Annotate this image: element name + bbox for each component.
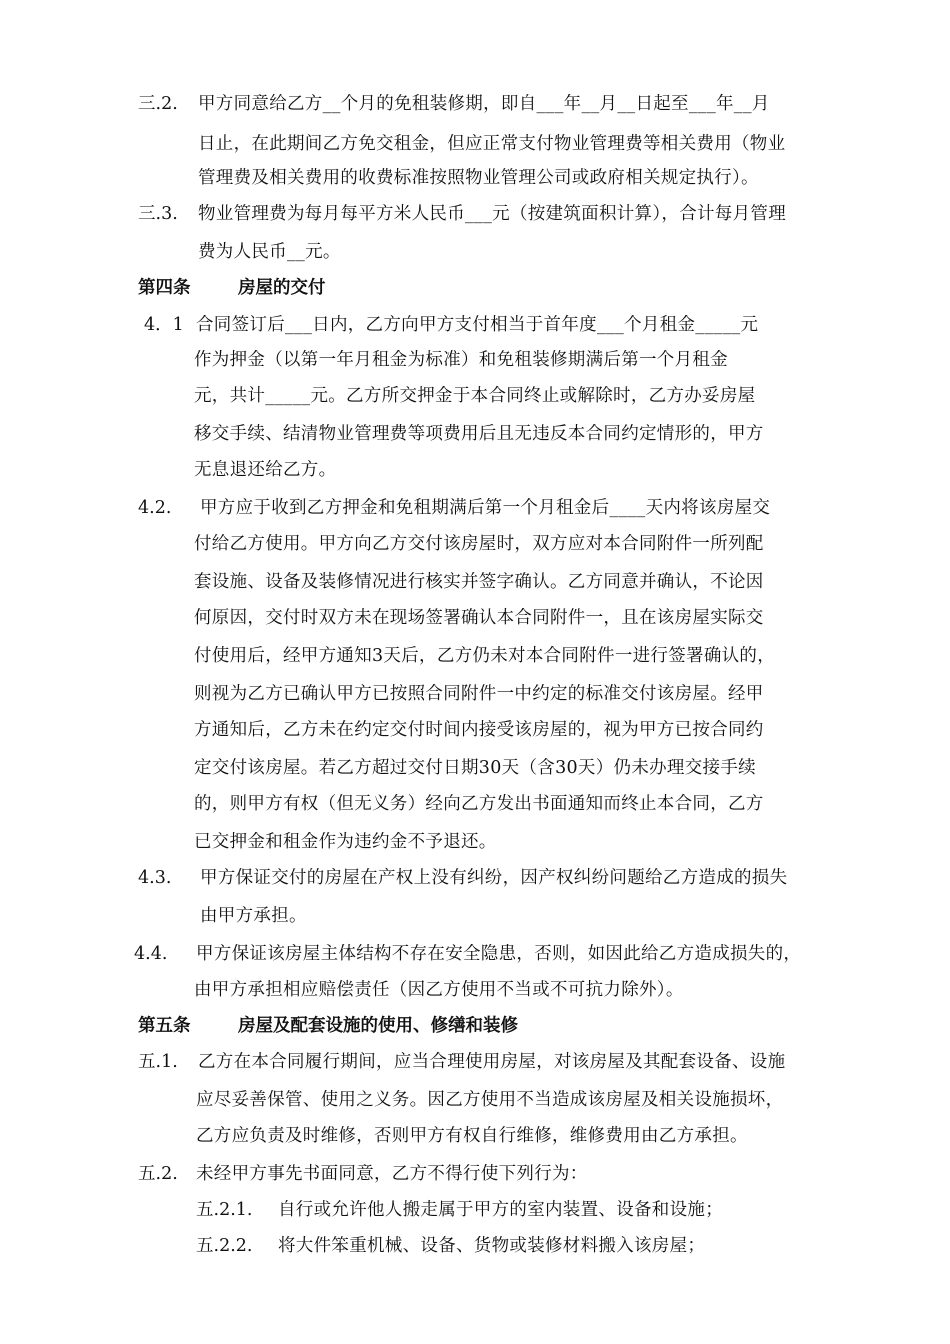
article-label: 第四条 (138, 278, 191, 298)
clause-text-line: 乙方在本合同履行期间，应当合理使用房屋，对该房屋及其配套设备、设施 (198, 1052, 786, 1072)
clause-text-line: 合同签订后___日内，乙方向甲方支付相当于首年度___个月租金_____元 (196, 315, 759, 335)
clause-number: 五.2. (138, 1164, 178, 1184)
clause-text-line: 付使用后，经甲方通知3天后，乙方仍未对本合同附件一进行签署确认的， (194, 646, 776, 666)
clause-text-line: 甲方保证该房屋主体结构不存在安全隐患，否则，如因此给乙方造成损失的， (196, 944, 802, 964)
clause-text-line: 未经甲方事先书面同意，乙方不得行使下列行为： (196, 1164, 588, 1184)
clause-number: 三.2. (138, 94, 178, 114)
clause-text-line: 的，则甲方有权（但无义务）经向乙方发出书面通知而终止本合同，乙方 (194, 794, 764, 814)
clause-text-line: 由甲方承担。 (200, 906, 307, 926)
clause-text-line: 方通知后，乙方未在约定交付时间内接受该房屋的，视为甲方已按合同约 (194, 720, 764, 740)
clause-number: 五.1. (138, 1052, 178, 1072)
article-heading (138, 276, 638, 300)
subclause-text: 自行或允许他人搬走属于甲方的室内装置、设备和设施； (278, 1200, 723, 1220)
clause-text-line: 何原因，交付时双方未在现场签署确认本合同附件一，且在该房屋实际交 (194, 608, 764, 628)
clause-text-line: 定交付该房屋。若乙方超过交付日期30天（含30天）仍未办理交接手续 (194, 758, 756, 778)
clause-text-line: 付给乙方使用。甲方向乙方交付该房屋时，双方应对本合同附件一所列配 (194, 534, 764, 554)
article-title: 房屋及配套设施的使用、修缮和装修 (238, 1016, 518, 1036)
article-heading (138, 1014, 698, 1038)
clause-text-line: 作为押金（以第一年月租金为标准）和免租装修期满后第一个月租金 (194, 350, 728, 370)
subclause-text: 将大件笨重机械、设备、货物或装修材料搬入该房屋； (278, 1236, 706, 1256)
article-title: 房屋的交付 (238, 278, 326, 298)
clause-text-line: 日止，在此期间乙方免交租金，但应正常支付物业管理费等相关费用（物业 (198, 134, 786, 154)
clause-text-line: 甲方同意给乙方__个月的免租装修期，即自___年__月__日起至___年__月 (198, 94, 770, 114)
clause-text-line: 应尽妥善保管、使用之义务。因乙方使用不当造成该房屋及相关设施损坏， (196, 1090, 784, 1110)
article-label: 第五条 (138, 1016, 191, 1036)
clause-text-line: 移交手续、结清物业管理费等项费用后且无违反本合同约定情形的，甲方 (194, 424, 764, 444)
clause-text-line: 甲方保证交付的房屋在产权上没有纠纷，因产权纠纷问题给乙方造成的损失 (200, 868, 788, 888)
clause-text-line: 元，共计_____元。乙方所交押金于本合同终止或解除时，乙方办妥房屋 (194, 386, 756, 406)
clause-number: 三.3. (138, 204, 178, 224)
clause-text-line: 管理费及相关费用的收费标准按照物业管理公司或政府相关规定执行）。 (198, 168, 759, 188)
clause-text-line: 套设施、设备及装修情况进行核实并签字确认。乙方同意并确认，不论因 (194, 572, 764, 592)
subclause-number: 五.2.2. (196, 1236, 253, 1256)
clause-text-line: 乙方应负责及时维修，否则甲方有权自行维修，维修费用由乙方承担。 (196, 1126, 748, 1146)
subclause-number: 五.2.1. (196, 1200, 253, 1220)
clause-text-line: 则视为乙方已确认甲方已按照合同附件一中约定的标准交付该房屋。经甲 (194, 684, 764, 704)
clause-number: 4.3. (138, 868, 172, 888)
clause-text-line: 由甲方承担相应赔偿责任（因乙方使用不当或不可抗力除外）。 (194, 980, 684, 1000)
clause-text-line: 物业管理费为每月每平方米人民币___元（按建筑面积计算），合计每月管理 (198, 204, 786, 224)
clause-number: 4．1 (144, 315, 184, 335)
clause-text-line: 已交押金和租金作为违约金不予退还。 (194, 832, 497, 852)
clause-text-line: 甲方应于收到乙方押金和免租期满后第一个月租金后____天内将该房屋交 (200, 498, 771, 518)
clause-number: 4.4. (134, 944, 168, 964)
clause-text-line: 无息退还给乙方。 (194, 460, 337, 480)
clause-number: 4.2. (138, 498, 172, 518)
clause-text-line: 费为人民币__元。 (198, 242, 341, 262)
